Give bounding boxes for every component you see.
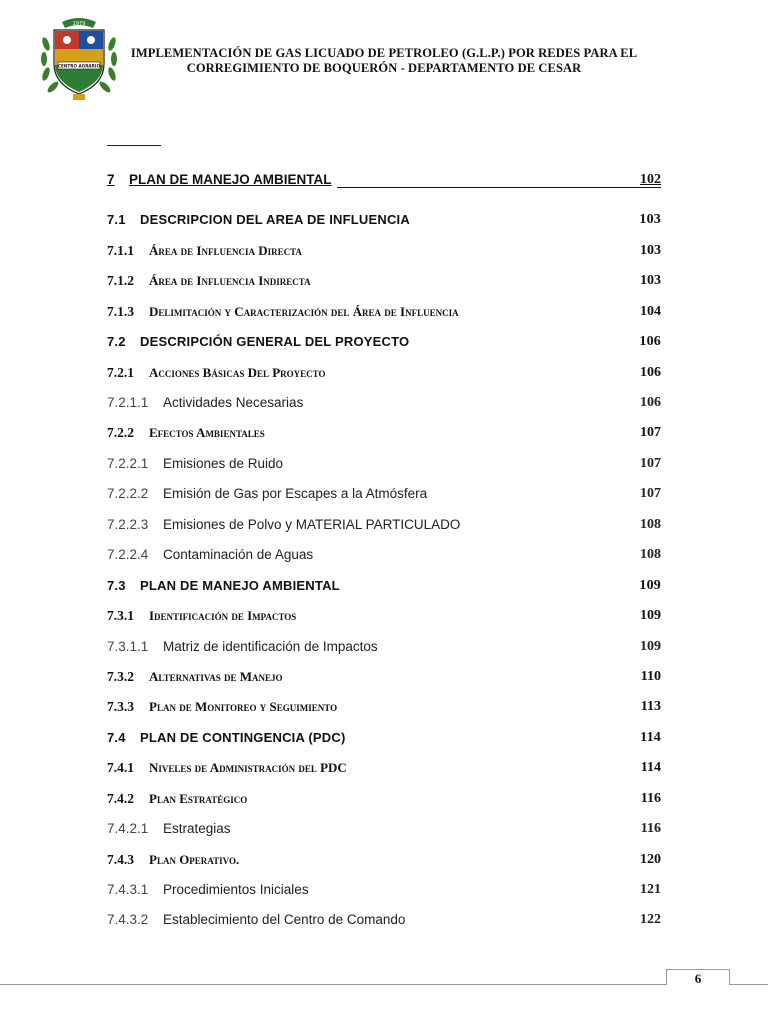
toc-entry-title: Área de Influencia Directa xyxy=(149,243,302,258)
toc-entry-page: 102 xyxy=(640,172,661,187)
toc-entry-page: 109 xyxy=(640,608,661,623)
toc-entry-number: 7.1.1 xyxy=(107,243,134,258)
toc-entry-title: Matriz de identificación de Impactos xyxy=(163,639,378,654)
toc-entry-number: 7 xyxy=(107,172,115,187)
toc-entry[interactable] xyxy=(107,395,661,415)
toc-entry-number: 7.2.2.2 xyxy=(107,486,149,501)
toc-entry-number: 7.2.2 xyxy=(107,425,134,440)
toc-entry-page: 106 xyxy=(639,334,661,349)
toc-entry-number: 7.4.1 xyxy=(107,760,134,775)
toc-entry-page: 107 xyxy=(640,425,661,440)
toc-entry-number: 7.3.1 xyxy=(107,608,134,623)
toc-entry[interactable] xyxy=(107,578,661,598)
toc-entry-title: Procedimientos Iniciales xyxy=(163,882,309,897)
toc-entry-title: Establecimiento del Centro de Comando xyxy=(163,912,406,927)
toc-entry-title: Emisiones de Polvo y MATERIAL PARTICULADO xyxy=(163,517,461,532)
toc-entry[interactable] xyxy=(107,273,661,293)
toc-entry-page: 114 xyxy=(640,760,661,775)
toc-entry-number: 7.3 xyxy=(107,578,126,593)
toc-entry-page: 122 xyxy=(640,912,661,927)
toc-entry-title: Área de Influencia Indirecta xyxy=(149,273,311,288)
toc-entry[interactable] xyxy=(107,608,661,628)
toc-entry-number: 7.2.1 xyxy=(107,365,134,380)
toc-entry[interactable] xyxy=(107,547,661,567)
toc-entry[interactable] xyxy=(107,425,661,445)
document-header-title xyxy=(130,46,638,76)
toc-entry[interactable] xyxy=(107,365,661,385)
toc-entry-page: 114 xyxy=(640,730,661,745)
toc-entry-title: Acciones Básicas Del Proyecto xyxy=(149,365,326,380)
toc-entry[interactable] xyxy=(107,243,661,263)
toc-entry-page: 107 xyxy=(640,486,661,501)
toc-entry-number: 7.2.2.1 xyxy=(107,456,149,471)
toc-entry[interactable] xyxy=(107,669,661,689)
toc-entry-page: 104 xyxy=(640,304,661,319)
toc-entry-title: Emisión de Gas por Escapes a la Atmósfera xyxy=(163,486,428,501)
toc-entry-page: 107 xyxy=(640,456,661,471)
toc-entry-title: PLAN DE MANEJO AMBIENTAL xyxy=(129,172,332,187)
toc-entry-page: 106 xyxy=(640,395,661,410)
toc-entry[interactable] xyxy=(107,912,661,932)
toc-entry[interactable] xyxy=(107,172,661,192)
toc-entry[interactable] xyxy=(107,730,661,750)
toc-entry[interactable] xyxy=(107,304,661,324)
toc-entry-number: 7.3.3 xyxy=(107,699,134,714)
toc-entry-number: 7.2.2.3 xyxy=(107,517,149,532)
toc-entry-title: PLAN DE CONTINGENCIA (PDC) xyxy=(140,730,346,745)
toc-entry[interactable] xyxy=(107,486,661,506)
toc-entry-title: Estrategias xyxy=(163,821,231,836)
toc-entry[interactable] xyxy=(107,456,661,476)
toc-entry-page: 103 xyxy=(640,243,661,258)
header-title-line-1: IMPLEMENTACIÓN DE GAS LICUADO DE PETROLEO (G.L.P.) POR REDES PARA EL xyxy=(130,46,638,60)
toc-entry-page: 116 xyxy=(640,791,661,806)
toc-entry[interactable] xyxy=(107,517,661,537)
toc-leader-line xyxy=(337,187,661,188)
toc-entry-title: Plan de Monitoreo y Seguimiento xyxy=(149,699,338,714)
toc-entry-page: 120 xyxy=(640,852,661,867)
toc-entry-number: 7.1 xyxy=(107,212,126,227)
toc-entry-page: 103 xyxy=(639,212,661,227)
logo-banner-text: CENTRO AGRARIO xyxy=(57,63,101,69)
toc-entry-title: Actividades Necesarias xyxy=(163,395,304,410)
toc-entry-title: Plan Estratégico xyxy=(149,791,248,806)
toc-entry-page: 116 xyxy=(640,821,661,836)
toc-entry-title: DESCRIPCIÓN GENERAL DEL PROYECTO xyxy=(140,334,410,349)
toc-entry-page: 109 xyxy=(639,578,661,593)
toc-entry-title: Alternativas de Manejo xyxy=(149,669,283,684)
toc-entry-number: 7.1.3 xyxy=(107,304,134,319)
toc-entry-number: 7.2.2.4 xyxy=(107,547,149,562)
toc-entry-title: Identificación de Impactos xyxy=(149,608,297,623)
toc-entry-page: 109 xyxy=(640,639,661,654)
section-separator-rule xyxy=(107,145,161,146)
toc-entry-title: Plan Operativo. xyxy=(149,852,240,867)
toc-entry[interactable] xyxy=(107,882,661,902)
toc-entry-number: 7.1.2 xyxy=(107,273,134,288)
toc-entry-number: 7.4 xyxy=(107,730,126,745)
toc-entry[interactable] xyxy=(107,791,661,811)
logo-year-text: 1979 xyxy=(72,21,86,27)
toc-entry[interactable] xyxy=(107,821,661,841)
toc-entry-number: 7.2 xyxy=(107,334,126,349)
toc-entry[interactable] xyxy=(107,639,661,659)
toc-entry-title: DESCRIPCION DEL AREA DE INFLUENCIA xyxy=(140,212,410,227)
header-title-line-2: CORREGIMIENTO DE BOQUERÓN - DEPARTAMENTO DE CESAR xyxy=(186,61,582,75)
toc-entry[interactable] xyxy=(107,334,661,354)
toc-entry[interactable] xyxy=(107,852,661,872)
toc-entry[interactable] xyxy=(107,760,661,780)
toc-entry-number: 7.2.1.1 xyxy=(107,395,149,410)
page-number: 6 xyxy=(666,969,730,985)
toc-entry-page: 103 xyxy=(640,273,661,288)
toc-entry-title: PLAN DE MANEJO AMBIENTAL xyxy=(140,578,340,593)
toc-entry-title: Contaminación de Aguas xyxy=(163,547,314,562)
toc-entry-page: 108 xyxy=(640,517,661,532)
toc-entry-number: 7.4.2.1 xyxy=(107,821,149,836)
toc-entry-number: 7.4.2 xyxy=(107,791,134,806)
toc-entry-number: 7.4.3 xyxy=(107,852,134,867)
toc-entry-page: 110 xyxy=(640,669,661,684)
toc-entry[interactable] xyxy=(107,699,661,719)
toc-entry-number: 7.3.1.1 xyxy=(107,639,149,654)
toc-entry-page: 121 xyxy=(640,882,661,897)
toc-entry-page: 106 xyxy=(640,365,661,380)
toc-entry-title: Delimitación y Caracterización del Área de Influencia xyxy=(149,304,459,319)
toc-entry-number: 7.4.3.1 xyxy=(107,882,149,897)
toc-entry-page: 113 xyxy=(640,699,661,714)
toc-entry-title: Efectos Ambientales xyxy=(149,425,265,440)
toc-entry-number: 7.3.2 xyxy=(107,669,134,684)
toc-entry-title: Emisiones de Ruido xyxy=(163,456,284,471)
toc-entry[interactable] xyxy=(107,212,661,232)
toc-entry-title: Niveles de Administración del PDC xyxy=(149,760,347,775)
toc-entry-number: 7.4.3.2 xyxy=(107,912,149,927)
footer-rule xyxy=(0,984,768,985)
municipal-shield-logo xyxy=(40,14,118,104)
toc-entry-page: 108 xyxy=(640,547,661,562)
